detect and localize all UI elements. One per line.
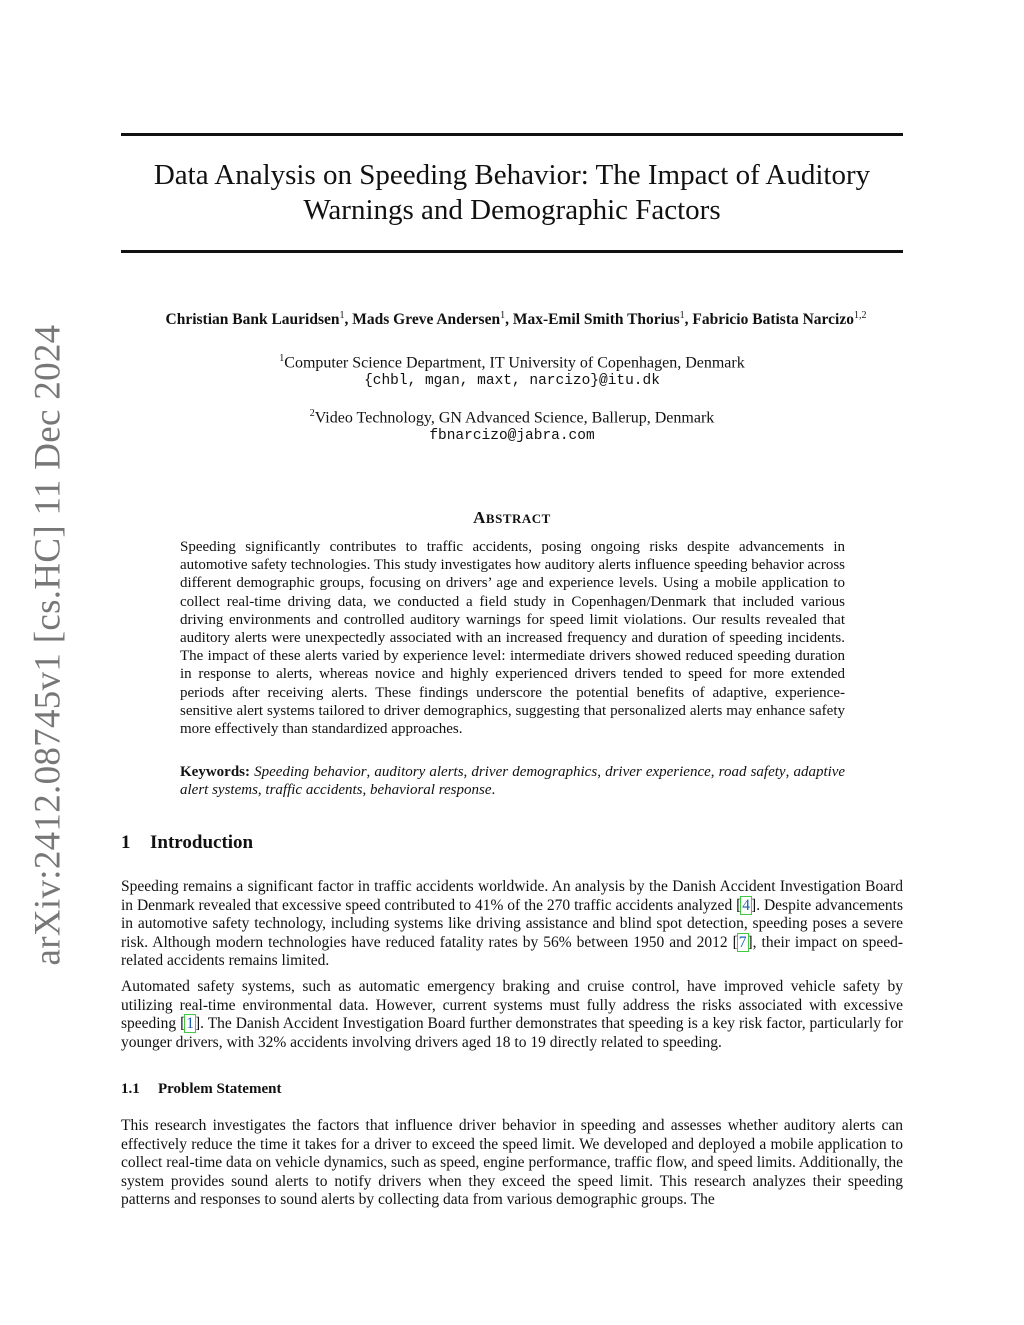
title-line-2: Warnings and Demographic Factors: [303, 194, 721, 226]
author-affiliation-mark: 1: [500, 310, 506, 321]
problem-statement-paragraph: This research investigates the factors that influence driver behavior in speeding and assesses whether auditory alerts can effectively reduce the time it takes for a driver to exceed the speed limit. We developed and deployed a mobile application to collect real-time data on vehicle dynamics, such as speed, engine performance, traffic flow, and speed limits. Additionally, the system provides sound alerts to notify drivers when they exceed the speed limit. This research analyzes their speeding patterns and responses to sound alerts by collecting data from various demographic groups. The: [121, 1117, 903, 1208]
keyword: driver demographics: [471, 764, 598, 780]
affiliation-2: [121, 404, 903, 446]
keyword: road safety: [718, 764, 786, 780]
abstract-heading: ABSTRACT: [473, 508, 551, 527]
affiliation-text: Video Technology, GN Advanced Science, Ballerup, Denmark: [314, 409, 715, 427]
keyword: behavioral response: [369, 782, 492, 799]
keywords-label: Keywords:: [180, 764, 250, 780]
keyword: adaptive alert systems: [180, 764, 846, 799]
abstract-body: Speeding significantly contributes to traffic accidents, posing ongoing risks despite advancements in automotive safety technologies. This study investigates how auditory alerts influence speeding behavior across different demographic groups, focusing on drivers’ age and experience levels. Using a mobile application to collect real-time driving data, we conducted a field study in Copenhagen/Denmark that included various driving environments and controlled auditory warnings for speed limit violations. Our results revealed that auditory alerts were unexpectedly associated with an increased frequency and duration of speeding incidents. The impact of these alerts varied by experience level: intermediate drivers showed reduced speeding duration in response to alerts, whereas novice and highly experienced drivers tended to speed for more extended periods after receiving alerts. These findings underscore the potential benefits of adaptive, experience-sensitive alert systems tailored to driver demographics, suggesting that personalized alerts may enhance safety more effectively than standardized approaches.: [180, 539, 845, 738]
keyword: driver experience: [605, 764, 711, 780]
affiliation-1: [121, 349, 903, 391]
citation-link[interactable]: 1: [186, 1015, 194, 1032]
title-top-rule: [121, 133, 903, 136]
citation-link[interactable]: 7: [738, 933, 747, 951]
affiliation-email[interactable]: {chbl, mgan, maxt, narcizo}@itu.dk: [364, 373, 660, 390]
author-name: Christian Bank Lauridsen: [165, 311, 340, 329]
keyword: traffic accidents: [265, 782, 363, 799]
author-affiliation-mark: 1: [679, 310, 685, 321]
affiliation-number: 1: [279, 353, 285, 364]
author-list: Christian Bank Lauridsen$^1$, Mads Greve Andersen$^1$, Max-Emil Smith Thorius$^1$, Fabricio Batista Narcizo$^{1,2}$: [165, 310, 867, 329]
author-affiliation-mark: 1: [339, 310, 345, 321]
author-affiliation-mark: 1,2: [853, 310, 867, 321]
section-heading-introduction: 1 Introduction: [121, 832, 254, 853]
author-name: Mads Greve Andersen: [352, 311, 501, 329]
subsection-heading-problem-statement: 1.1 Problem Statement: [121, 1081, 282, 1097]
affiliation-email[interactable]: fbnarcizo@jabra.com: [429, 428, 595, 445]
affiliation-number: 2: [309, 408, 315, 419]
title-bottom-rule: [121, 250, 903, 253]
paper-title: [121, 158, 903, 228]
keywords: Keywords: Speeding behavior, auditory alerts, driver demographics, driver experience, road safety, adaptive alert systems, traffic accidents, behavioral response.: [180, 764, 846, 799]
intro-paragraph-1: Speeding remains a significant factor in traffic accidents worldwide. An analysis by the Danish Accident Investigation Board in Denmark revealed that excessive speed contributed to 41% of the 270 traffic accidents analyzed [4]. Despite advancements in automotive safety technology, including systems like driving assistance and blind spot detection, speeding poses a severe risk. Although modern technologies have reduced fatality rates by 56% between 1950 and 2012 [7], their impact on speed-related accidents remains limited.: [121, 878, 904, 969]
author-name: Max-Emil Smith Thorius: [512, 311, 680, 329]
keyword: auditory alerts: [374, 764, 464, 780]
intro-paragraph-2: Automated safety systems, such as automatic emergency braking and cruise control, have improved vehicle safety by utilizing real-time environmental data. However, current systems must fully address the risks associated with excessive speeding [1]. The Danish Accident Investigation Board further demonstrates that speeding is a key risk factor, particularly for younger drivers, with 32% accidents involving drivers aged 18 to 19 directly related to speeding.: [121, 978, 903, 1051]
keyword: Speeding behavior: [254, 764, 367, 780]
title-line-1: Data Analysis on Speeding Behavior: The Impact of Auditory: [153, 159, 871, 191]
citation-link[interactable]: 4: [742, 896, 751, 914]
arxiv-identifier[interactable]: arXiv:2412.08745v1 [cs.HC] 11 Dec 2024: [27, 324, 69, 966]
author-name: Fabricio Batista Narcizo: [692, 311, 854, 329]
affiliation-text: Computer Science Department, IT University of Copenhagen, Denmark: [284, 354, 745, 372]
